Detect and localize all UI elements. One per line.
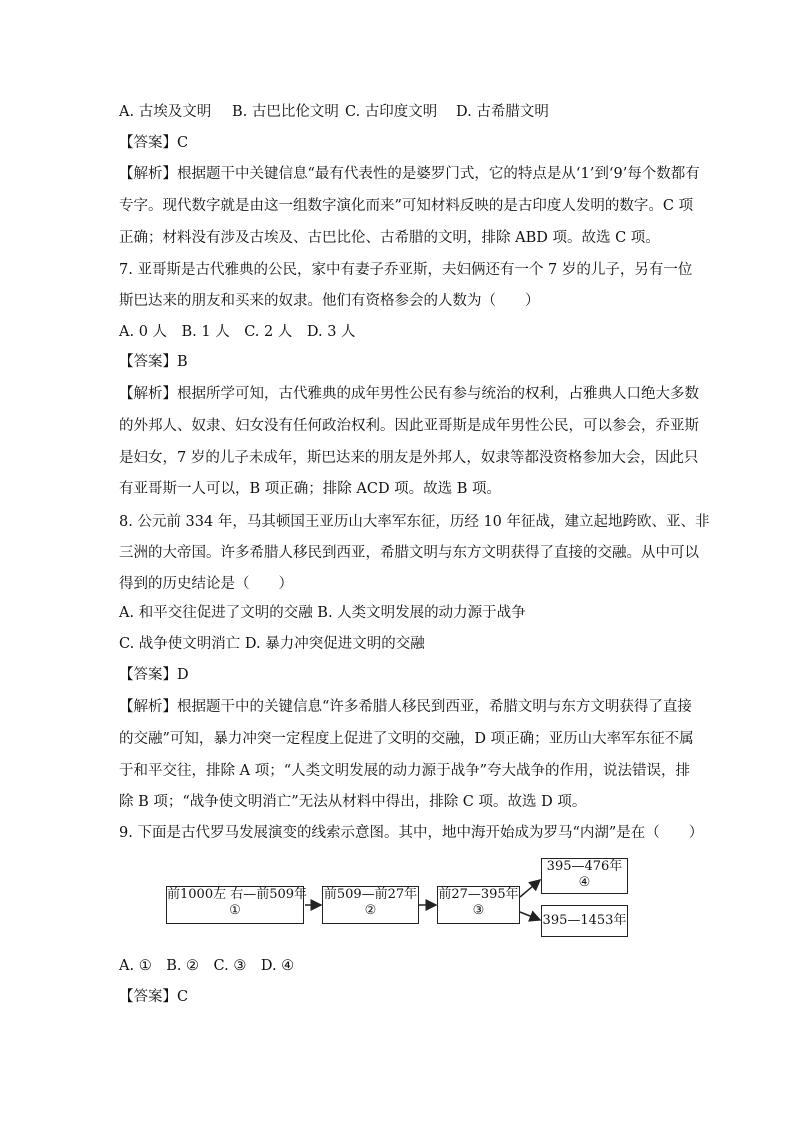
q6-option-a: A. 古埃及文明 — [119, 104, 212, 120]
q9-stem: 9. 下面是古代罗马发展演变的线索示意图。其中，地中海开始成为罗马“内湖”是在（ ） — [119, 825, 704, 841]
q6-option-b: B. 古巴比伦文明 — [232, 104, 339, 120]
arrow-3-4 — [520, 880, 540, 897]
q8-answer: 【答案】D — [119, 667, 189, 683]
q9-answer: 【答案】C — [119, 989, 189, 1005]
timeline-box-4-number: ④ — [578, 875, 591, 890]
timeline-box-1-number: ① — [229, 903, 241, 918]
timeline-box-1-period: 前1000左 右—前509年 — [167, 887, 308, 902]
timeline-box-3 — [437, 886, 520, 924]
q7-options: A. 0 人 B. 1 人 C. 2 人 D. 3 人 — [119, 324, 356, 340]
q8-option-line: A. 和平交往促进了文明的交融 B. 人类文明发展的动力源于战争 — [119, 605, 526, 621]
timeline-box-4 — [541, 858, 628, 894]
q7-analysis-line: 的外邦人、奴隶、妇女没有任何政治权利。因此亚哥斯是成年男性公民，可以参会，乔亚斯 — [119, 418, 699, 434]
q6-option-d: D. 古希腊文明 — [456, 104, 549, 120]
q7-analysis-line: 【解析】根据所学可知，古代雅典的成年男性公民有参与统治的权利，占雅典人口绝大多数 — [119, 386, 699, 402]
timeline-box-3-period: 前27—395年 — [438, 887, 519, 902]
q9-options: A. ① B. ② C. ③ D. ④ — [119, 958, 295, 974]
timeline-box-2-period: 前509—前27年 — [323, 887, 418, 902]
q8-stem-line: 得到的历史结论是（ ） — [119, 576, 293, 592]
q8-analysis-line: 【解析】根据题干中的关键信息“许多希腊人移民到西亚，希腊文明与东方文明获得了直接 — [119, 699, 692, 715]
q8-stem-line: 8. 公元前 334 年，马其顿国王亚历山大率军东征，历经 10 年征战，建立起地跨欧、亚、非 — [119, 514, 710, 530]
timeline-box-2-number: ② — [364, 903, 377, 918]
q6-analysis-line: 正确；材料没有涉及古埃及、古巴比伦、古希腊的文明，排除 ABD 项。故选 C 项。 — [119, 230, 660, 246]
timeline-box-1 — [166, 886, 308, 924]
timeline-box-2 — [322, 886, 419, 924]
timeline-box-5-period: 395—1453年 — [542, 913, 627, 928]
q7-stem-line: 斯巴达来的朋友和买来的奴隶。他们有资格参会的人数为（ ） — [119, 293, 540, 309]
arrow-3-5 — [520, 912, 540, 920]
q6-option-c: C. 古印度文明 — [345, 104, 438, 120]
q7-analysis-line: 是妇女，7 岁的儿子未成年，斯巴达来的朋友是外邦人，奴隶等都没资格参加大会，因此只 — [119, 450, 699, 466]
q7-stem-line: 7. 亚哥斯是古代雅典的公民，家中有妻子乔亚斯，夫妇俩还有一个 7 岁的儿子，另有一位 — [119, 262, 693, 278]
timeline-box-4-period: 395—476年 — [546, 859, 623, 874]
q7-answer: 【答案】B — [119, 354, 188, 370]
q8-option-line: C. 战争使文明消亡 D. 暴力冲突促进文明的交融 — [119, 636, 425, 652]
q8-analysis-line: 于和平交往，排除 A 项；“人类文明发展的动力源于战争”夸大战争的作用，说法错误，排 — [119, 763, 691, 779]
q8-analysis-line: 除 B 项；“战争使文明消亡”无法从材料中得出，排除 C 项。故选 D 项。 — [119, 794, 587, 810]
q6-analysis-line: 专字。现代数字就是由这一组数字演化而来”可知材料反映的是古印度人发明的数字。C 项 — [119, 198, 694, 214]
timeline-box-5 — [541, 905, 628, 937]
q8-analysis-line: 的交融”可知，暴力冲突一定程度上促进了文明的交融，D 项正确；亚历山大率军东征不属 — [119, 731, 694, 747]
q8-stem-line: 三洲的大帝国。许多希腊人移民到西亚，希腊文明与东方文明获得了直接的交融。从中可以 — [119, 545, 699, 561]
q7-analysis-line: 有亚哥斯一人可以，B 项正确；排除 ACD 项。故选 B 项。 — [119, 481, 502, 497]
q6-analysis-line: 【解析】根据题干中关键信息“最有代表性的是婆罗门式，它的特点是从‘1’到‘9’每个数都有 — [119, 166, 700, 182]
timeline-box-3-number: ③ — [472, 903, 485, 918]
q6-answer: 【答案】C — [119, 135, 189, 151]
